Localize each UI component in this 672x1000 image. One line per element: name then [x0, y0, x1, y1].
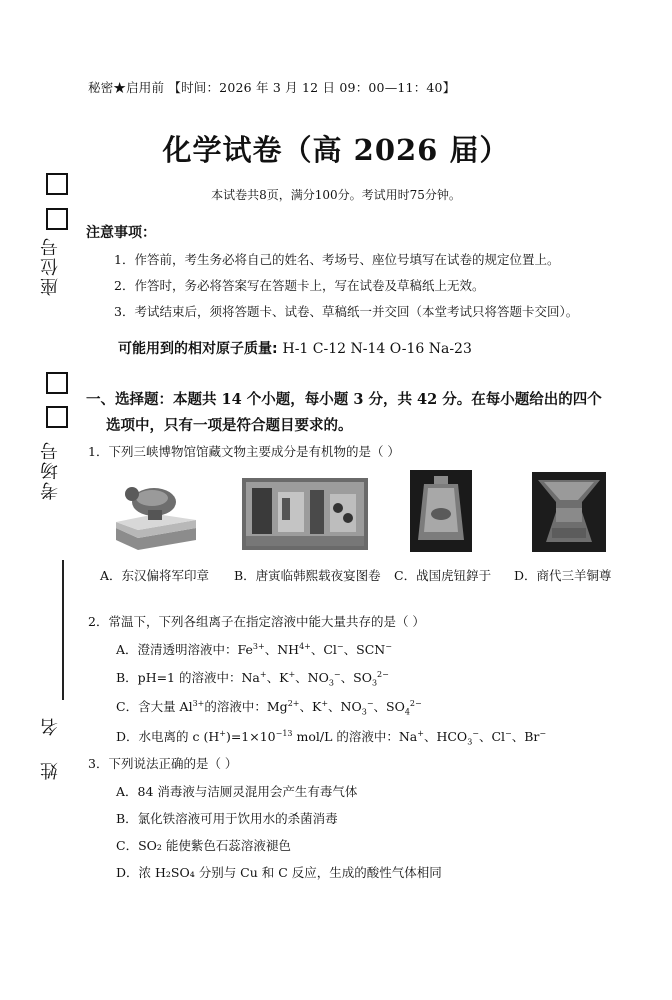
q2-c-text-5: 、SO — [373, 699, 405, 714]
q2-d-exp: −13 — [275, 728, 293, 738]
q2-b-charge-1: + — [259, 669, 267, 679]
tiger-chunyu-image — [410, 470, 472, 552]
q2-d-text-2: )=1×10 — [225, 729, 276, 744]
q2-c-sub-2: 4 — [404, 707, 410, 717]
name-label: 姓 名 — [40, 708, 61, 780]
q2-b-text-1: B．pH=1 的溶液中：Na — [116, 670, 260, 685]
q2-d-charge-2: + — [417, 728, 424, 738]
q1-option-b: B．唐寅临韩熙载夜宴图卷 — [234, 568, 381, 583]
q2-c-sub-1: 3 — [361, 707, 367, 717]
q2-option-c — [116, 697, 422, 717]
q2-b-charge-2: + — [288, 669, 296, 679]
seat-box-2 — [46, 208, 68, 230]
question-2-stem: 2．常温下，下列各组离子在指定溶液中能大量共存的是（ ） — [88, 614, 425, 629]
q2-option-a — [116, 640, 392, 658]
atomic-masses — [118, 338, 472, 358]
question-1-stem: 1．下列三峡博物馆馆藏文物主要成分是有机物的是（ ） — [88, 444, 400, 459]
q2-b-text-2: 、K — [266, 670, 289, 685]
q2-a-text-4: 、SCN — [343, 642, 386, 657]
q2-option-d — [116, 727, 546, 747]
q2-c-charge-4: − — [366, 698, 374, 708]
q2-c-charge-5: 2− — [409, 698, 422, 708]
atomic-masses-values: H-1 C-12 N-14 O-16 Na-23 — [282, 341, 472, 357]
q2-b-sub-1: 3 — [328, 678, 334, 688]
q2-b-charge-3: − — [333, 669, 341, 679]
room-box-2 — [46, 406, 68, 428]
page-subtitle: 本试卷共8页，满分100分。考试用时75分钟。 — [211, 188, 461, 202]
q2-d-charge-1: + — [219, 728, 226, 738]
q2-c-charge-3: + — [321, 698, 329, 708]
section-1-heading: 一、选择题：本题共 14 个小题，每小题 3 分，共 42 分。在每小题给出的四个 — [86, 391, 602, 408]
note-item-2: 2．作答时，务必将答案写在答题卡上，写在试卷及草稿纸上无效。 — [114, 278, 485, 293]
q3-option-a: A．84 消毒液与洁厕灵混用会产生有毒气体 — [116, 784, 358, 799]
section-1-heading-cont: 选项中，只有一项是符合题目要求的。 — [106, 417, 353, 434]
q2-b-text-4: 、SO — [340, 670, 372, 685]
q2-d-text-6: 、Br — [511, 729, 540, 744]
name-line — [62, 560, 64, 700]
q2-a-text-1: A．澄清透明溶液中：Fe — [116, 642, 253, 657]
q2-d-text-5: 、Cl — [478, 729, 506, 744]
q2-d-text-3: mol/L 的溶液中：Na — [292, 729, 418, 744]
q2-c-text-2: 的溶液中：Mg — [204, 699, 288, 714]
q3-option-c: C．SO₂ 能使紫色石蕊溶液褪色 — [116, 838, 291, 853]
q2-c-charge-2: 2+ — [287, 698, 300, 708]
q1-option-c: C．战国虎钮錞于 — [394, 568, 492, 583]
q2-a-charge-3: − — [336, 641, 344, 651]
q2-d-text-1: D．水电离的 c (H — [116, 729, 220, 744]
q1-option-d: D．商代三羊铜尊 — [514, 568, 612, 583]
q2-a-text-3: 、Cl — [310, 642, 337, 657]
q2-option-b — [116, 668, 389, 688]
q2-c-text-3: 、K — [299, 699, 322, 714]
q2-b-sub-2: 3 — [371, 678, 378, 688]
question-3-stem: 3．下列说法正确的是（ ） — [88, 756, 238, 771]
q2-c-text-1: C．含大量 Al — [116, 699, 193, 714]
secret-time-line: 秘密★启用前 【时间：2026 年 3 月 12 日 09：00—11：40】 — [88, 80, 456, 95]
q2-d-charge-4: − — [505, 728, 512, 738]
q3-option-d: D．浓 H₂SO₄ 分别与 Cu 和 C 反应，生成的酸性气体相同 — [116, 865, 442, 880]
seat-label: 座位号 — [40, 236, 61, 296]
scroll-painting-image — [242, 478, 368, 550]
bronze-zun-image — [532, 472, 606, 552]
q2-a-charge-1: 3+ — [252, 641, 265, 651]
q1-option-a: A．东汉偏将军印章 — [100, 568, 210, 583]
note-item-1: 1．作答前，考生务必将自己的姓名、考场号、座位号填写在试卷的规定位置上。 — [114, 252, 560, 267]
q2-c-charge-1: 3+ — [192, 698, 205, 708]
q2-a-charge-4: − — [385, 641, 392, 651]
q3-option-b: B．氯化铁溶液可用于饮用水的杀菌消毒 — [116, 811, 338, 826]
atomic-masses-label: 可能用到的相对原子质量: — [118, 341, 278, 357]
room-box-1 — [46, 372, 68, 394]
page-title: 化学试卷（高 2026 届） — [162, 133, 510, 167]
q2-d-sub-1: 3 — [467, 737, 473, 747]
notes-heading: 注意事项： — [86, 225, 156, 241]
q2-d-text-4: 、HCO — [423, 729, 468, 744]
q2-c-text-4: 、NO — [328, 699, 362, 714]
q2-d-charge-5: − — [539, 728, 547, 738]
q2-a-charge-2: 4+ — [299, 641, 311, 651]
note-item-3: 3．考试结束后，须将答题卡、试卷、草稿纸一并交回（本堂考试只将答题卡交回）。 — [114, 304, 579, 319]
q2-b-text-3: 、NO — [295, 670, 329, 685]
q2-b-charge-4: 2− — [377, 669, 389, 679]
q2-a-text-2: 、NH — [264, 642, 300, 657]
q2-d-charge-3: − — [472, 728, 479, 738]
seal-image — [108, 478, 204, 552]
room-label: 考场号 — [40, 440, 61, 500]
